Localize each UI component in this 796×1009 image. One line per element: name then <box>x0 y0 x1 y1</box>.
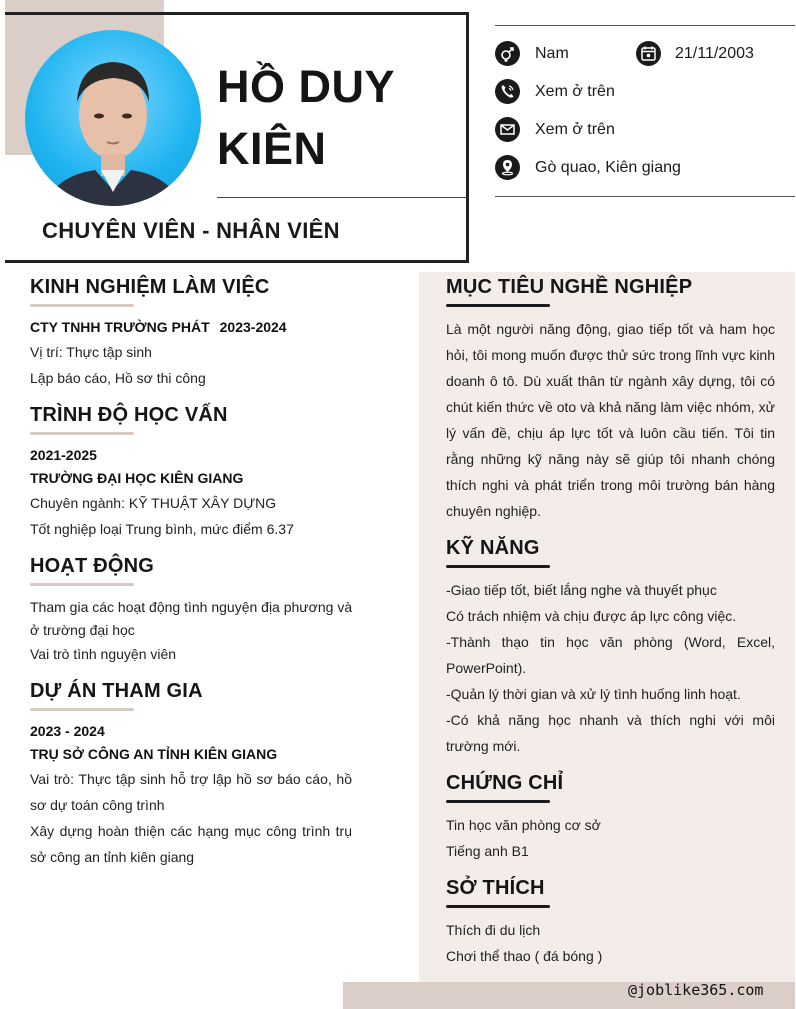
hobby-item: Chơi thể thao ( đá bóng ) <box>446 948 603 964</box>
hobby-item: Thích đi du lịch <box>446 922 541 938</box>
education-heading: TRÌNH ĐỘ HỌC VẤN <box>30 404 228 426</box>
contact-divider-bottom <box>495 196 795 197</box>
project-description: Xây dựng hoàn thiện các hạng mục công trình trụ sở công an tỉnh kiên giang <box>30 823 352 865</box>
education-school: TRƯỜNG ĐẠI HỌC KIÊN GIANG <box>30 470 244 486</box>
experience-tasks: Lập báo cáo, Hồ sơ thi công <box>30 370 206 386</box>
project-period: 2023 - 2024 <box>30 723 105 739</box>
certificates-heading: CHỨNG CHỈ <box>446 772 564 794</box>
email-value: Xem ở trên <box>535 121 615 138</box>
certificates-underline <box>446 800 550 803</box>
calendar-icon <box>636 41 661 66</box>
hobbies-underline <box>446 905 550 908</box>
project-role: Vai trò: Thực tập sinh hỗ trợ lập hồ sơ báo cáo, hồ sơ dự toán công trình <box>30 771 352 813</box>
skill-item: Có trách nhiệm và chịu được áp lực công việc. <box>446 608 737 624</box>
objective-text: Là một người năng động, giao tiếp tốt và ham học hỏi, tôi mong muốn được thử sức trong lĩnh vực kinh doanh ô tô. Dù xuất thân từ ngành xây dựng, tôi có chút kiến thức về oto và khả năng làm việc nhóm, xử lý vấn đề, chịu áp lực tốt và luôn cầu tiến. Tôi tin rằng những kỹ năng này sẽ giúp tôi nhanh chóng thích nghi và phát triển trong môi trường bán hàng chuyên nghiệp. <box>446 321 775 519</box>
certificate-item: Tiếng anh B1 <box>446 843 529 859</box>
skills-underline <box>446 565 550 568</box>
job-title: CHUYÊN VIÊN - NHÂN VIÊN <box>42 218 340 243</box>
activities-heading: HOẠT ĐỘNG <box>30 555 155 577</box>
address-value: Gò quao, Kiên giang <box>535 159 681 176</box>
skill-item: -Thành thạo tin học văn phòng (Word, Excel, PowerPoint). <box>446 634 775 676</box>
profile-photo <box>25 30 201 206</box>
skills-heading: KỸ NĂNG <box>446 537 540 559</box>
candidate-name-line1: HỒ DUY <box>217 61 396 112</box>
birthday-value: 21/11/2003 <box>675 45 754 62</box>
project-name: TRỤ SỞ CÔNG AN TỈNH KIÊN GIANG <box>30 746 278 762</box>
candidate-name-line2: KIÊN <box>217 123 327 174</box>
portrait-illustration <box>25 30 201 206</box>
skill-item: -Quản lý thời gian và xử lý tình huống linh hoạt. <box>446 686 741 702</box>
projects-underline <box>30 708 134 711</box>
education-major: Chuyên ngành: KỸ THUẬT XÂY DỰNG <box>30 495 277 511</box>
projects-heading: DỰ ÁN THAM GIA <box>30 680 203 702</box>
activities-line3: Vai trò tình nguyện viên <box>30 646 177 662</box>
certificate-item: Tin học văn phòng cơ sở <box>446 817 601 833</box>
activities-underline <box>30 583 134 586</box>
experience-heading: KINH NGHIỆM LÀM VIỆC <box>30 276 270 298</box>
hobbies-heading: SỞ THÍCH <box>446 877 545 899</box>
email-icon <box>495 117 520 142</box>
skill-item: -Giao tiếp tốt, biết lắng nghe và thuyết phục <box>446 582 717 598</box>
experience-company: CTY TNHH TRƯỜNG PHÁT <box>30 319 210 335</box>
education-period: 2021-2025 <box>30 447 97 463</box>
name-divider <box>217 197 466 198</box>
location-icon <box>495 155 520 180</box>
skill-item: -Có khả năng học nhanh và thích nghi với môi trường mới. <box>446 712 775 754</box>
activities-line2: ở trường đại học <box>30 622 135 638</box>
site-watermark: @joblike365.com <box>628 981 764 999</box>
candidate-name <box>217 56 462 180</box>
experience-underline <box>30 304 134 307</box>
gender-icon <box>495 41 520 66</box>
experience-position: Vị trí: Thực tập sinh <box>30 344 152 360</box>
experience-company-row <box>30 319 287 335</box>
phone-value: Xem ở trên <box>535 83 615 100</box>
activities-line1: Tham gia các hoạt động tình nguyện địa phương và <box>30 599 353 615</box>
phone-icon <box>495 79 520 104</box>
contact-divider-top <box>495 25 795 26</box>
education-grade: Tốt nghiệp loại Trung bình, mức điểm 6.37 <box>30 521 294 537</box>
education-underline <box>30 432 134 435</box>
gender-value: Nam <box>535 45 569 62</box>
objective-heading: MỤC TIÊU NGHỀ NGHIỆP <box>446 276 693 298</box>
experience-period: 2023-2024 <box>219 319 287 335</box>
objective-underline <box>446 304 550 307</box>
